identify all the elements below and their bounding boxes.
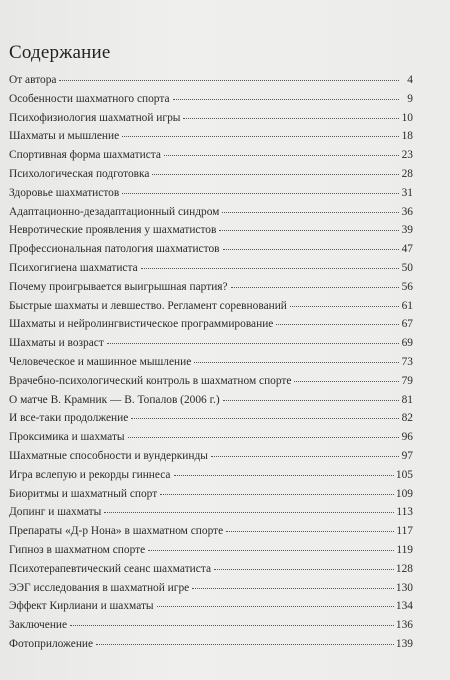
toc-entry-title: Особенности шахматного спорта: [9, 92, 170, 105]
dot-leader: [226, 530, 394, 532]
toc-entry-page-number: 50: [401, 261, 413, 274]
toc-entry-title: Биоритмы и шахматный спорт: [9, 487, 158, 500]
toc-entry-page-number: 67: [401, 318, 413, 331]
toc-entry-title: Спортивная форма шахматиста: [9, 149, 161, 162]
toc-entry-page-number: 39: [401, 224, 413, 237]
toc-entry-title: Шахматы и мышление: [9, 130, 120, 143]
toc-entry: [9, 616, 413, 635]
dot-leader: [192, 587, 394, 589]
table-of-contents: [9, 71, 413, 654]
toc-entry: [9, 409, 413, 428]
dot-leader: [164, 154, 399, 156]
dot-leader: [183, 117, 399, 119]
dot-leader: [107, 342, 399, 344]
toc-entry-page-number: 134: [395, 600, 413, 613]
toc-entry-page-number: 4: [407, 74, 413, 86]
toc-entry-page-number: 61: [401, 299, 413, 312]
dot-leader: [104, 511, 394, 513]
toc-entry: [9, 203, 413, 222]
toc-entry-title: Гипноз в шахматном спорте: [9, 543, 146, 556]
toc-entry-page-number: 130: [395, 581, 413, 594]
toc-entry-title: Заключение: [9, 619, 68, 632]
toc-entry: [9, 466, 413, 485]
toc-entry-title: Почему проигрывается выигрышная партия?: [9, 280, 228, 293]
toc-entry-title: От автора: [9, 74, 57, 86]
toc-entry-page-number: 56: [401, 280, 413, 293]
toc-entry-title: Препараты «Д-р Нона» в шахматном спорте: [9, 525, 224, 538]
toc-entry: [9, 184, 413, 203]
dot-leader: [148, 549, 394, 551]
toc-entry-title: Психофизиология шахматной игры: [9, 111, 181, 124]
toc-entry: [9, 127, 413, 146]
toc-entry-title: Игра вслепую и рекорды гиннеса: [9, 468, 171, 481]
toc-entry-title: Адаптационно-дезадаптационный синдром: [9, 205, 220, 218]
toc-entry-title: Психологическая подготовка: [9, 167, 150, 180]
dot-leader: [128, 436, 399, 438]
toc-entry-page-number: 23: [401, 149, 413, 162]
dot-leader: [157, 605, 394, 607]
toc-entry-page-number: 18: [401, 130, 413, 143]
toc-entry-title: Допинг и шахматы: [9, 506, 102, 519]
toc-entry-page-number: 117: [396, 525, 413, 538]
toc-entry: [9, 315, 413, 334]
toc-entry-title: Фотоприложение: [9, 637, 94, 650]
dot-leader: [223, 399, 399, 401]
dot-leader: [141, 267, 399, 269]
toc-entry: [9, 635, 413, 654]
toc-entry-title: Быстрые шахматы и левшество. Регламент соревнований: [9, 299, 287, 312]
toc-entry: [9, 334, 413, 353]
toc-entry-page-number: 36: [401, 205, 413, 218]
toc-entry-page-number: 97: [401, 449, 413, 462]
toc-entry-title: Человеческое и машинное мышление: [9, 355, 192, 368]
toc-entry-title: Эффект Кирлиани и шахматы: [9, 600, 154, 613]
toc-entry-title: Шахматы и нейролингвистическое программирование: [9, 318, 274, 331]
toc-entry-page-number: 105: [395, 468, 413, 481]
dot-leader: [59, 79, 399, 81]
dot-leader: [223, 248, 399, 250]
dot-leader: [96, 643, 394, 645]
dot-leader: [231, 286, 399, 288]
toc-entry-page-number: 79: [401, 374, 413, 387]
toc-heading: Содержание: [9, 42, 111, 63]
toc-entry: [9, 485, 413, 504]
toc-entry-title: Невротические проявления у шахматистов: [9, 224, 217, 237]
toc-entry-page-number: 82: [401, 412, 413, 425]
toc-entry: [9, 447, 413, 466]
toc-entry: [9, 165, 413, 184]
toc-entry: [9, 146, 413, 165]
toc-entry: [9, 372, 413, 391]
dot-leader: [70, 624, 394, 626]
toc-entry-title: Врачебно-психологический контроль в шахматном спорте: [9, 374, 292, 387]
dot-leader: [122, 135, 399, 137]
toc-entry-title: Здоровье шахматистов: [9, 186, 120, 199]
dot-leader: [211, 455, 399, 457]
dot-leader: [152, 173, 399, 175]
toc-entry: [9, 597, 413, 616]
toc-entry: [9, 428, 413, 447]
toc-entry-page-number: 31: [401, 186, 413, 199]
dot-leader: [222, 211, 399, 213]
toc-entry-page-number: 28: [401, 167, 413, 180]
dot-leader: [294, 380, 399, 382]
dot-leader: [276, 323, 399, 325]
toc-entry-page-number: 109: [395, 487, 413, 500]
toc-entry-page-number: 136: [395, 619, 413, 632]
toc-entry: [9, 240, 413, 259]
toc-entry-title: Шахматные способности и вундеркинды: [9, 449, 208, 462]
dot-leader: [174, 474, 394, 476]
toc-entry: [9, 71, 413, 90]
toc-entry-page-number: 69: [401, 337, 413, 350]
dot-leader: [131, 417, 399, 419]
toc-entry-title: О матче В. Крамник — В. Топалов (2006 г.): [9, 393, 220, 406]
toc-entry: [9, 579, 413, 598]
toc-entry-page-number: 47: [401, 243, 413, 256]
dot-leader: [194, 361, 399, 363]
dot-leader: [219, 229, 399, 231]
toc-entry: [9, 221, 413, 240]
toc-entry-title: Психотерапевтический сеанс шахматиста: [9, 562, 211, 575]
toc-entry: [9, 297, 413, 316]
dot-leader: [290, 305, 399, 307]
toc-entry: [9, 560, 413, 579]
toc-entry-title: Шахматы и возраст: [9, 337, 104, 350]
toc-entry: [9, 109, 413, 128]
toc-entry-page-number: 9: [407, 92, 413, 105]
dot-leader: [122, 192, 399, 194]
toc-entry-page-number: 128: [395, 562, 413, 575]
dot-leader: [214, 568, 394, 570]
toc-entry: [9, 503, 413, 522]
toc-entry-title: И все-таки продолжение: [9, 412, 129, 425]
toc-entry-page-number: 119: [396, 543, 413, 556]
toc-entry: [9, 522, 413, 541]
toc-entry: [9, 278, 413, 297]
toc-entry-title: Психогигиена шахматиста: [9, 261, 138, 274]
toc-entry: [9, 90, 413, 109]
toc-entry-page-number: 81: [401, 393, 413, 406]
toc-entry-title: Профессиональная патология шахматистов: [9, 243, 220, 256]
toc-entry: [9, 541, 413, 560]
toc-entry-title: ЭЭГ исследования в шахматной игре: [9, 581, 190, 594]
toc-entry-page-number: 113: [396, 506, 413, 519]
toc-entry: [9, 391, 413, 410]
toc-entry-page-number: 73: [401, 355, 413, 368]
toc-entry-title: Проксимика и шахматы: [9, 431, 125, 444]
dot-leader: [173, 98, 399, 100]
toc-entry: [9, 259, 413, 278]
toc-entry-page-number: 10: [401, 111, 413, 124]
toc-entry-page-number: 139: [395, 637, 413, 650]
dot-leader: [160, 493, 394, 495]
toc-entry: [9, 353, 413, 372]
toc-entry-page-number: 96: [401, 431, 413, 444]
